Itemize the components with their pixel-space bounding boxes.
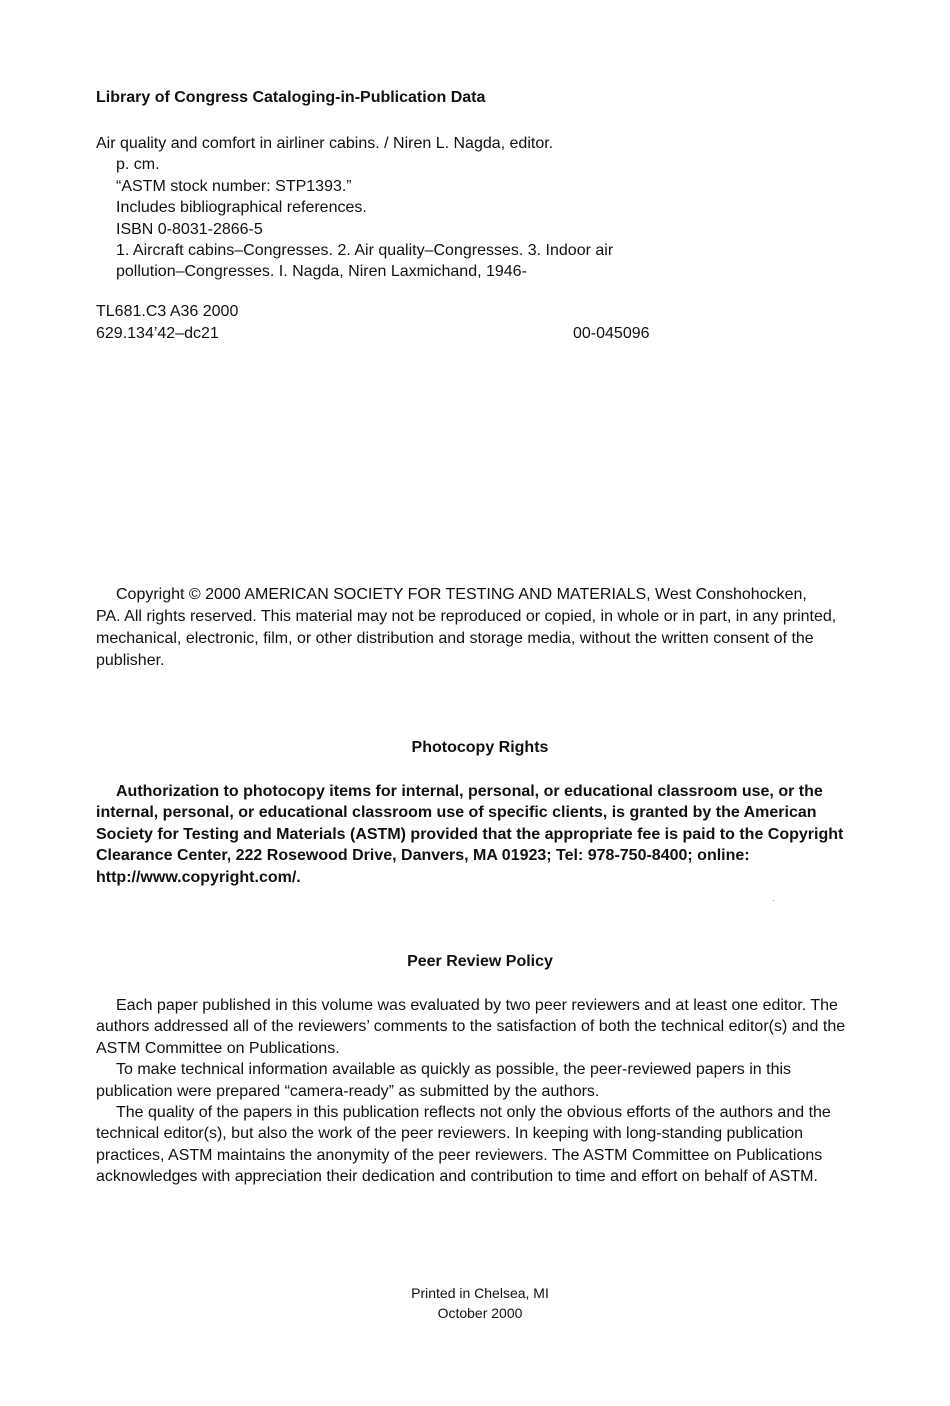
- peer-review-paragraph: The quality of the papers in this publication reflects not only the obvious efforts of the authors and the technical editor(s), but also the work of the peer reviewers. In keeping with long-standing publication practices, ASTM maintains the anonymity of the peer reviewers. The ASTM Committee on Publications acknowledges with appreciation their dedication and contribution to time and effort on behalf of ASTM.: [96, 1104, 831, 1186]
- cip-line-subjects: 1. Aircraft cabins–Congresses. 2. Air quality–Congresses. 3. Indoor air: [116, 242, 614, 260]
- peer-review-paragraph: Each paper published in this volume was evaluated by two peer reviewers and at least one editor. The authors addressed all of the reviewers’ comments to the satisfaction of both the technical editor(s) and the ASTM Committee on Publications.: [96, 997, 846, 1057]
- peer-review-heading: Peer Review Policy: [407, 953, 553, 970]
- cip-line-title: Air quality and comfort in airliner cabins. / Niren L. Nagda, editor.: [96, 135, 554, 152]
- lccn-number: 00-045096: [573, 325, 650, 342]
- peer-review-paragraph: To make technical information available as quickly as possible, the peer-reviewed papers in this publication were prepared “camera-ready” as submitted by the authors.: [96, 1061, 792, 1100]
- scan-speck: [773, 900, 774, 901]
- dewey-number: 629.134’42–dc21: [96, 325, 219, 342]
- photocopy-body: Authorization to photocopy items for internal, personal, or educational classroom use, or the internal, personal, or educational classroom use of specific clients, is granted by the American Society for Testing and Materials (ASTM) provided that the appropriate fee is paid to the Copyright Clearance Center, 222 Rosewood Drive, Danvers, MA 01923; Tel: 978-750-8400; online: http://www.copyright.com/.: [96, 783, 844, 886]
- copyright-rights: PA. All rights reserved. This material may not be reproduced or copied, in whole or in part, in any printed, mechanical, electronic, film, or other distribution and storage media, without the written consent of the publisher.: [96, 608, 837, 669]
- copyright-line: Copyright © 2000 AMERICAN SOCIETY FOR TESTING AND MATERIALS, West Conshohocken,: [116, 586, 807, 603]
- lc-class-number: TL681.C3 A36 2000: [96, 303, 239, 320]
- cip-record: [96, 133, 736, 283]
- cip-line-note: Includes bibliographical references.: [116, 199, 367, 217]
- peer-review-body: [96, 995, 871, 1188]
- printing-info: [0, 1283, 950, 1323]
- cip-heading: Library of Congress Cataloging-in-Publication Data: [96, 89, 486, 106]
- classification-block: [96, 301, 238, 345]
- printed-place: Printed in Chelsea, MI: [411, 1285, 549, 1301]
- cip-line-subjects-cont: pollution–Congresses. I. Nagda, Niren Laxmichand, 1946-: [116, 263, 527, 281]
- printed-date: October 2000: [437, 1305, 523, 1321]
- copyright-notice: [96, 584, 866, 672]
- cip-line-physical: p. cm.: [116, 156, 160, 174]
- cip-line-isbn: ISBN 0-8031-2866-5: [116, 220, 263, 238]
- cip-line-stock-number: “ASTM stock number: STP1393.”: [116, 177, 352, 195]
- photocopy-heading: Photocopy Rights: [411, 739, 549, 756]
